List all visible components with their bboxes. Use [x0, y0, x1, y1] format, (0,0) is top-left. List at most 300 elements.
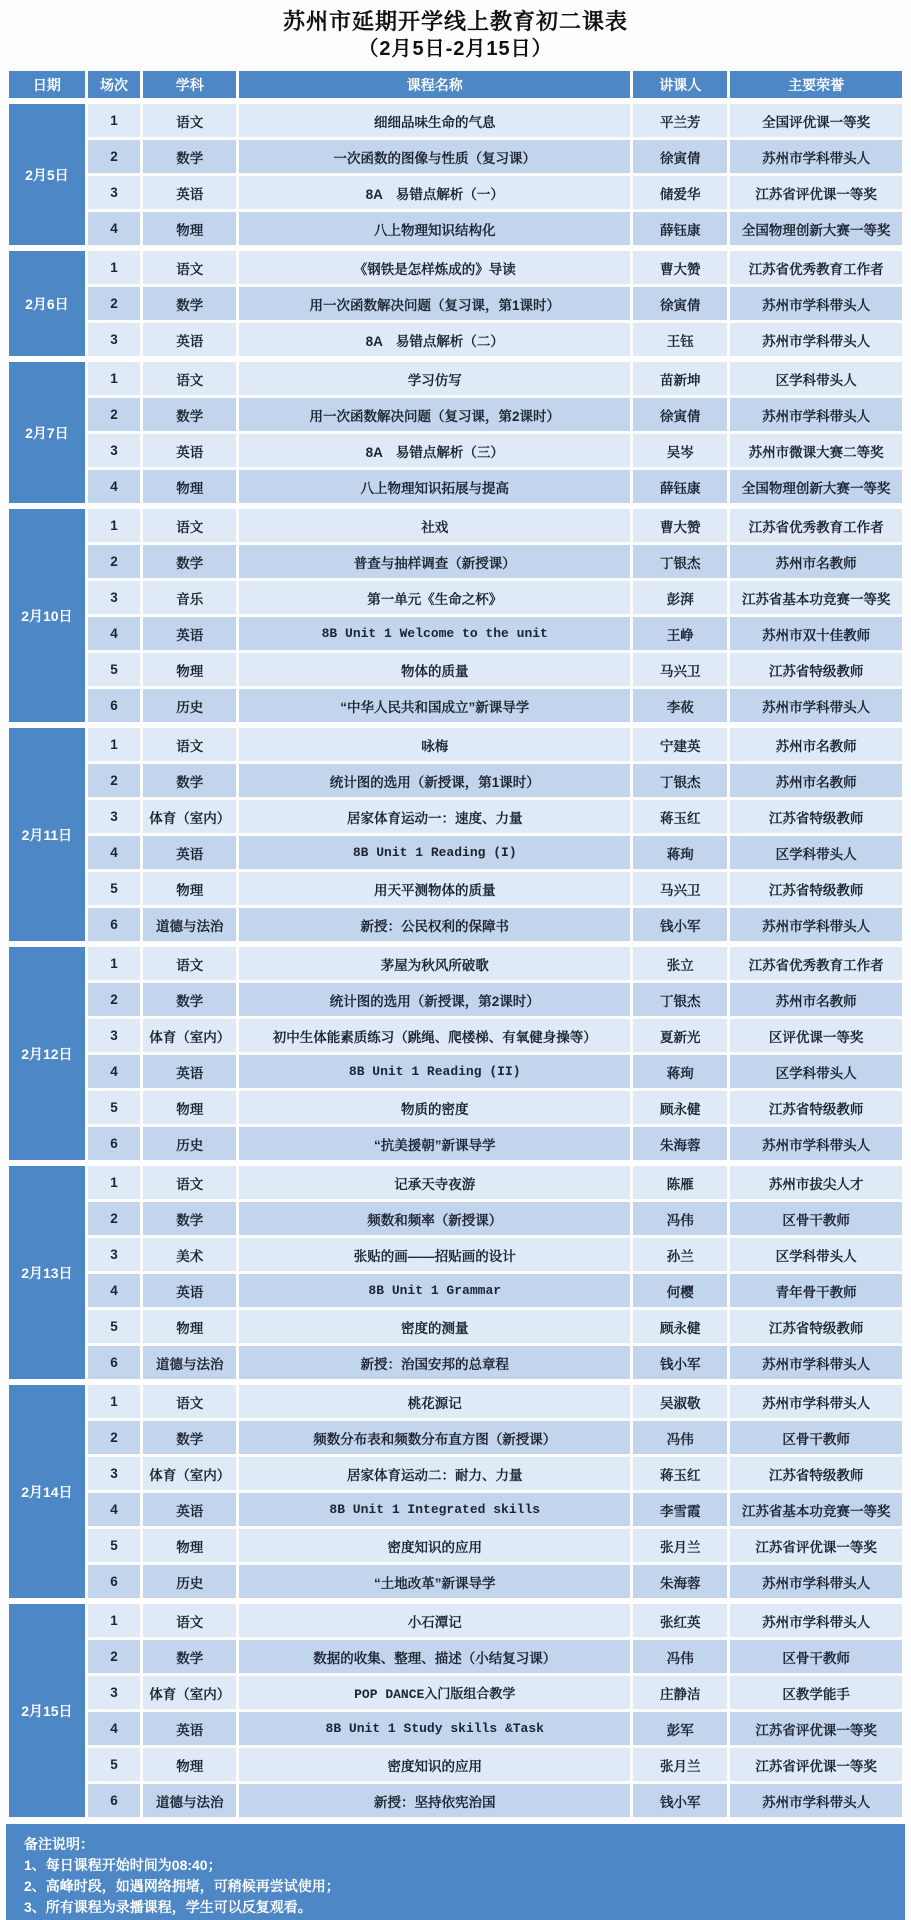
subject-cell: 语文 [143, 506, 236, 542]
course-cell: “土地改革”新课导学 [239, 1565, 630, 1598]
lecturer-cell: 曹大赞 [633, 506, 727, 542]
table-row [9, 1565, 902, 1598]
subject-cell: 历史 [143, 1127, 236, 1160]
subject-cell: 物理 [143, 653, 236, 686]
table-row [9, 140, 902, 173]
subject-cell: 英语 [143, 434, 236, 467]
session-cell: 1 [88, 248, 141, 284]
course-cell: POP DANCE入门版组合教学 [239, 1676, 630, 1709]
lecturer-cell: 曹大赞 [633, 248, 727, 284]
subject-cell: 数学 [143, 287, 236, 320]
table-row [9, 908, 902, 941]
table-row [9, 1601, 902, 1637]
table-row [9, 1055, 902, 1088]
honor-cell: 区教学能手 [730, 1676, 902, 1709]
course-cell: 统计图的选用（新授课，第2课时） [239, 983, 630, 1016]
table-row [9, 944, 902, 980]
table-row [9, 653, 902, 686]
session-cell: 1 [88, 725, 141, 761]
lecturer-cell: 王峥 [633, 617, 727, 650]
lecturer-cell: 蒋玉红 [633, 800, 727, 833]
subject-cell: 体育（室内） [143, 1457, 236, 1490]
course-cell: 第一单元《生命之杯》 [239, 581, 630, 614]
course-cell: 密度知识的应用 [239, 1529, 630, 1562]
course-cell: 频数和频率（新授课） [239, 1202, 630, 1235]
course-cell: 桃花源记 [239, 1382, 630, 1418]
honor-cell: 苏州市名教师 [730, 764, 902, 797]
honor-cell: 江苏省特级教师 [730, 653, 902, 686]
honor-cell: 青年骨干教师 [730, 1274, 902, 1307]
course-cell: 记承天寺夜游 [239, 1163, 630, 1199]
session-cell: 1 [88, 944, 141, 980]
subject-cell: 物理 [143, 1748, 236, 1781]
lecturer-cell: 马兴卫 [633, 653, 727, 686]
lecturer-cell: 钱小军 [633, 1346, 727, 1379]
session-cell: 6 [88, 1565, 141, 1598]
course-cell: 细细品味生命的气息 [239, 101, 630, 137]
honor-cell: 苏州市学科带头人 [730, 1601, 902, 1637]
lecturer-cell: 张月兰 [633, 1529, 727, 1562]
subject-cell: 历史 [143, 689, 236, 722]
honor-cell: 江苏省评优课一等奖 [730, 1529, 902, 1562]
course-cell: 频数分布表和频数分布直方图（新授课） [239, 1421, 630, 1454]
table-row [9, 617, 902, 650]
subject-cell: 英语 [143, 1055, 236, 1088]
lecturer-cell: 彭军 [633, 1712, 727, 1745]
lecturer-cell: 夏新光 [633, 1019, 727, 1052]
honor-cell: 苏州市名教师 [730, 983, 902, 1016]
course-cell: 咏梅 [239, 725, 630, 761]
course-cell: 8A 易错点解析（二） [239, 323, 630, 356]
lecturer-cell: 李莜 [633, 689, 727, 722]
subject-cell: 英语 [143, 1493, 236, 1526]
session-cell: 4 [88, 836, 141, 869]
session-cell: 2 [88, 398, 141, 431]
subject-cell: 语文 [143, 944, 236, 980]
course-cell: 密度知识的应用 [239, 1748, 630, 1781]
session-cell: 6 [88, 689, 141, 722]
lecturer-cell: 徐寅倩 [633, 287, 727, 320]
lecturer-cell: 彭湃 [633, 581, 727, 614]
lecturer-cell: 蒋珣 [633, 1055, 727, 1088]
course-cell: 8A 易错点解析（一） [239, 176, 630, 209]
session-cell: 2 [88, 1202, 141, 1235]
course-cell: 一次函数的图像与性质（复习课） [239, 140, 630, 173]
course-cell: 八上物理知识结构化 [239, 212, 630, 245]
table-row [9, 1310, 902, 1343]
course-cell: 8B Unit 1 Reading (I) [239, 836, 630, 869]
subject-cell: 数学 [143, 140, 236, 173]
table-row [9, 1784, 902, 1817]
subject-cell: 体育（室内） [143, 1676, 236, 1709]
table-row [9, 836, 902, 869]
header-lecturer: 讲课人 [633, 71, 727, 98]
honor-cell: 苏州市学科带头人 [730, 1382, 902, 1418]
course-cell: 新授：治国安邦的总章程 [239, 1346, 630, 1379]
lecturer-cell: 薛钰康 [633, 470, 727, 503]
lecturer-cell: 钱小军 [633, 908, 727, 941]
session-cell: 6 [88, 908, 141, 941]
table-row [9, 983, 902, 1016]
subject-cell: 物理 [143, 1529, 236, 1562]
honor-cell: 苏州市学科带头人 [730, 287, 902, 320]
lecturer-cell: 朱海蓉 [633, 1565, 727, 1598]
honor-cell: 苏州市学科带头人 [730, 1784, 902, 1817]
subject-cell: 道德与法治 [143, 908, 236, 941]
honor-cell: 苏州市学科带头人 [730, 689, 902, 722]
honor-cell: 江苏省优秀教育工作者 [730, 506, 902, 542]
subject-cell: 英语 [143, 176, 236, 209]
session-cell: 3 [88, 1457, 141, 1490]
session-cell: 4 [88, 212, 141, 245]
lecturer-cell: 苗新坤 [633, 359, 727, 395]
honor-cell: 江苏省特级教师 [730, 800, 902, 833]
lecturer-cell: 蒋玉红 [633, 1457, 727, 1490]
subject-cell: 语文 [143, 1601, 236, 1637]
lecturer-cell: 徐寅倩 [633, 140, 727, 173]
lecturer-cell: 朱海蓉 [633, 1127, 727, 1160]
session-cell: 2 [88, 983, 141, 1016]
table-row [9, 1163, 902, 1199]
course-cell: 居家体育运动二：耐力、力量 [239, 1457, 630, 1490]
session-cell: 1 [88, 1163, 141, 1199]
session-cell: 4 [88, 1274, 141, 1307]
subject-cell: 物理 [143, 212, 236, 245]
lecturer-cell: 张立 [633, 944, 727, 980]
session-cell: 2 [88, 1421, 141, 1454]
subject-cell: 音乐 [143, 581, 236, 614]
honor-cell: 区评优课一等奖 [730, 1019, 902, 1052]
honor-cell: 苏州市学科带头人 [730, 1565, 902, 1598]
session-cell: 3 [88, 323, 141, 356]
lecturer-cell: 丁银杰 [633, 764, 727, 797]
lecturer-cell: 冯伟 [633, 1421, 727, 1454]
lecturer-cell: 吴淑敬 [633, 1382, 727, 1418]
lecturer-cell: 马兴卫 [633, 872, 727, 905]
honor-cell: 苏州市学科带头人 [730, 140, 902, 173]
lecturer-cell: 徐寅倩 [633, 398, 727, 431]
header-session: 场次 [88, 71, 141, 98]
subject-cell: 数学 [143, 1202, 236, 1235]
table-row [9, 1382, 902, 1418]
course-cell: 密度的测量 [239, 1310, 630, 1343]
table-row [9, 1457, 902, 1490]
honor-cell: 江苏省特级教师 [730, 1457, 902, 1490]
subject-cell: 语文 [143, 1163, 236, 1199]
notes-panel [6, 1824, 905, 1920]
session-cell: 4 [88, 470, 141, 503]
session-cell: 5 [88, 1310, 141, 1343]
honor-cell: 江苏省基本功竞赛一等奖 [730, 1493, 902, 1526]
session-cell: 5 [88, 1748, 141, 1781]
honor-cell: 全国物理创新大赛一等奖 [730, 470, 902, 503]
honor-cell: 江苏省优秀教育工作者 [730, 944, 902, 980]
session-cell: 2 [88, 287, 141, 320]
honor-cell: 区骨干教师 [730, 1202, 902, 1235]
honor-cell: 区学科带头人 [730, 1238, 902, 1271]
table-row [9, 212, 902, 245]
table-row [9, 398, 902, 431]
table-row [9, 176, 902, 209]
header-row [9, 71, 902, 98]
session-cell: 5 [88, 653, 141, 686]
honor-cell: 苏州市学科带头人 [730, 398, 902, 431]
honor-cell: 江苏省基本功竞赛一等奖 [730, 581, 902, 614]
session-cell: 3 [88, 800, 141, 833]
session-cell: 3 [88, 1019, 141, 1052]
subject-cell: 美术 [143, 1238, 236, 1271]
course-cell: 茅屋为秋风所破歌 [239, 944, 630, 980]
course-cell: “抗美援朝”新课导学 [239, 1127, 630, 1160]
lecturer-cell: 张月兰 [633, 1748, 727, 1781]
course-cell: 小石潭记 [239, 1601, 630, 1637]
session-cell: 3 [88, 434, 141, 467]
header-date: 日期 [9, 71, 85, 98]
honor-cell: 江苏省特级教师 [730, 1091, 902, 1124]
subject-cell: 道德与法治 [143, 1784, 236, 1817]
course-cell: 8B Unit 1 Grammar [239, 1274, 630, 1307]
course-cell: 8B Unit 1 Welcome to the unit [239, 617, 630, 650]
subject-cell: 体育（室内） [143, 1019, 236, 1052]
table-row [9, 725, 902, 761]
subject-cell: 语文 [143, 359, 236, 395]
table-row [9, 872, 902, 905]
note-item: 1、每日课程开始时间为08:40； [24, 1857, 222, 1873]
honor-cell: 全国评优课一等奖 [730, 101, 902, 137]
subject-cell: 英语 [143, 617, 236, 650]
session-cell: 5 [88, 1091, 141, 1124]
subject-cell: 语文 [143, 101, 236, 137]
honor-cell: 苏州市学科带头人 [730, 1127, 902, 1160]
lecturer-cell: 孙兰 [633, 1238, 727, 1271]
honor-cell: 苏州市学科带头人 [730, 1346, 902, 1379]
date-cell: 2月13日 [9, 1163, 85, 1379]
course-cell: 8B Unit 1 Study skills &Task [239, 1712, 630, 1745]
course-cell: 8A 易错点解析（三） [239, 434, 630, 467]
schedule-body [9, 101, 902, 1817]
session-cell: 5 [88, 1529, 141, 1562]
lecturer-cell: 顾永健 [633, 1091, 727, 1124]
table-row [9, 287, 902, 320]
honor-cell: 区骨干教师 [730, 1421, 902, 1454]
honor-cell: 区学科带头人 [730, 1055, 902, 1088]
lecturer-cell: 丁银杰 [633, 983, 727, 1016]
course-cell: 物体的质量 [239, 653, 630, 686]
session-cell: 2 [88, 140, 141, 173]
table-row [9, 1346, 902, 1379]
honor-cell: 江苏省特级教师 [730, 872, 902, 905]
session-cell: 3 [88, 1676, 141, 1709]
table-row [9, 359, 902, 395]
subject-cell: 英语 [143, 323, 236, 356]
table-row [9, 800, 902, 833]
subject-cell: 数学 [143, 1640, 236, 1673]
course-cell: 用一次函数解决问题（复习课，第2课时） [239, 398, 630, 431]
table-row [9, 1202, 902, 1235]
lecturer-cell: 宁建英 [633, 725, 727, 761]
course-cell: 张贴的画——招贴画的设计 [239, 1238, 630, 1271]
honor-cell: 江苏省评优课一等奖 [730, 1748, 902, 1781]
table-row [9, 323, 902, 356]
table-row [9, 1421, 902, 1454]
session-cell: 4 [88, 617, 141, 650]
session-cell: 6 [88, 1346, 141, 1379]
subject-cell: 英语 [143, 1712, 236, 1745]
honor-cell: 苏州市学科带头人 [730, 323, 902, 356]
session-cell: 5 [88, 872, 141, 905]
table-row [9, 1640, 902, 1673]
subject-cell: 数学 [143, 545, 236, 578]
lecturer-cell: 庄静洁 [633, 1676, 727, 1709]
schedule-table [6, 68, 905, 1820]
lecturer-cell: 钱小军 [633, 1784, 727, 1817]
honor-cell: 苏州市拔尖人才 [730, 1163, 902, 1199]
honor-cell: 苏州市双十佳教师 [730, 617, 902, 650]
table-row [9, 1712, 902, 1745]
lecturer-cell: 顾永健 [633, 1310, 727, 1343]
table-row [9, 1019, 902, 1052]
session-cell: 3 [88, 1238, 141, 1271]
title-block [0, 0, 911, 62]
subject-cell: 数学 [143, 764, 236, 797]
course-cell: 社戏 [239, 506, 630, 542]
honor-cell: 江苏省优秀教育工作者 [730, 248, 902, 284]
course-cell: 用天平测物体的质量 [239, 872, 630, 905]
honor-cell: 江苏省特级教师 [730, 1310, 902, 1343]
course-cell: 学习仿写 [239, 359, 630, 395]
course-cell: 物质的密度 [239, 1091, 630, 1124]
session-cell: 2 [88, 1640, 141, 1673]
date-cell: 2月7日 [9, 359, 85, 503]
subject-cell: 英语 [143, 1274, 236, 1307]
table-row [9, 1676, 902, 1709]
session-cell: 4 [88, 1712, 141, 1745]
lecturer-cell: 平兰芳 [633, 101, 727, 137]
page-subtitle: （2月5日-2月15日） [358, 38, 553, 60]
subject-cell: 物理 [143, 1091, 236, 1124]
course-cell: 数据的收集、整理、描述（小结复习课） [239, 1640, 630, 1673]
table-row [9, 545, 902, 578]
course-cell: “中华人民共和国成立”新课导学 [239, 689, 630, 722]
table-row [9, 1091, 902, 1124]
honor-cell: 全国物理创新大赛一等奖 [730, 212, 902, 245]
lecturer-cell: 张红英 [633, 1601, 727, 1637]
subject-cell: 体育（室内） [143, 800, 236, 833]
course-cell: 用一次函数解决问题（复习课，第1课时） [239, 287, 630, 320]
subject-cell: 语文 [143, 725, 236, 761]
table-row [9, 470, 902, 503]
lecturer-cell: 冯伟 [633, 1202, 727, 1235]
session-cell: 1 [88, 1601, 141, 1637]
table-row [9, 1238, 902, 1271]
subject-cell: 语文 [143, 248, 236, 284]
table-row [9, 1748, 902, 1781]
table-row [9, 101, 902, 137]
session-cell: 6 [88, 1127, 141, 1160]
date-cell: 2月14日 [9, 1382, 85, 1598]
header-honor: 主要荣誉 [730, 71, 902, 98]
date-cell: 2月15日 [9, 1601, 85, 1817]
table-row [9, 689, 902, 722]
subject-cell: 物理 [143, 872, 236, 905]
table-row [9, 581, 902, 614]
subject-cell: 数学 [143, 398, 236, 431]
note-item: 2、高峰时段，如遇网络拥堵，可稍候再尝试使用； [24, 1878, 340, 1894]
honor-cell: 区学科带头人 [730, 359, 902, 395]
course-cell: 新授：公民权利的保障书 [239, 908, 630, 941]
session-cell: 4 [88, 1055, 141, 1088]
date-cell: 2月6日 [9, 248, 85, 356]
table-row [9, 1127, 902, 1160]
course-cell: 新授：坚持依宪治国 [239, 1784, 630, 1817]
subject-cell: 英语 [143, 836, 236, 869]
honor-cell: 江苏省评优课一等奖 [730, 1712, 902, 1745]
course-cell: 初中生体能素质练习（跳绳、爬楼梯、有氧健身操等） [239, 1019, 630, 1052]
subject-cell: 数学 [143, 1421, 236, 1454]
header-course: 课程名称 [239, 71, 630, 98]
lecturer-cell: 吴岑 [633, 434, 727, 467]
session-cell: 1 [88, 101, 141, 137]
page-title: 苏州市延期开学线上教育初二课表 [282, 9, 628, 34]
table-row [9, 1274, 902, 1307]
subject-cell: 物理 [143, 470, 236, 503]
table-row [9, 434, 902, 467]
subject-cell: 数学 [143, 983, 236, 1016]
date-cell: 2月5日 [9, 101, 85, 245]
course-cell: 8B Unit 1 Integrated skills [239, 1493, 630, 1526]
honor-cell: 苏州市微课大赛二等奖 [730, 434, 902, 467]
course-cell: 八上物理知识拓展与提高 [239, 470, 630, 503]
session-cell: 3 [88, 581, 141, 614]
session-cell: 4 [88, 1493, 141, 1526]
subject-cell: 历史 [143, 1565, 236, 1598]
date-cell: 2月12日 [9, 944, 85, 1160]
course-cell: 居家体育运动一：速度、力量 [239, 800, 630, 833]
table-row [9, 1529, 902, 1562]
date-cell: 2月11日 [9, 725, 85, 941]
lecturer-cell: 储爱华 [633, 176, 727, 209]
session-cell: 1 [88, 359, 141, 395]
honor-cell: 江苏省评优课一等奖 [730, 176, 902, 209]
table-row [9, 506, 902, 542]
table-row [9, 248, 902, 284]
session-cell: 6 [88, 1784, 141, 1817]
session-cell: 1 [88, 1382, 141, 1418]
note-item: 3、所有课程为录播课程，学生可以反复观看。 [24, 1899, 312, 1915]
subject-cell: 道德与法治 [143, 1346, 236, 1379]
table-row [9, 1493, 902, 1526]
date-cell: 2月10日 [9, 506, 85, 722]
honor-cell: 区学科带头人 [730, 836, 902, 869]
lecturer-cell: 王钰 [633, 323, 727, 356]
course-cell: 普查与抽样调查（新授课） [239, 545, 630, 578]
notes-heading: 备注说明： [24, 1836, 94, 1852]
honor-cell: 苏州市学科带头人 [730, 908, 902, 941]
course-cell: 《钢铁是怎样炼成的》导读 [239, 248, 630, 284]
lecturer-cell: 李雪霞 [633, 1493, 727, 1526]
session-cell: 3 [88, 176, 141, 209]
course-cell: 统计图的选用（新授课，第1课时） [239, 764, 630, 797]
subject-cell: 物理 [143, 1310, 236, 1343]
subject-cell: 语文 [143, 1382, 236, 1418]
session-cell: 1 [88, 506, 141, 542]
lecturer-cell: 蒋珣 [633, 836, 727, 869]
lecturer-cell: 陈雁 [633, 1163, 727, 1199]
lecturer-cell: 薛钰康 [633, 212, 727, 245]
course-cell: 8B Unit 1 Reading (II) [239, 1055, 630, 1088]
lecturer-cell: 丁银杰 [633, 545, 727, 578]
table-row [9, 764, 902, 797]
